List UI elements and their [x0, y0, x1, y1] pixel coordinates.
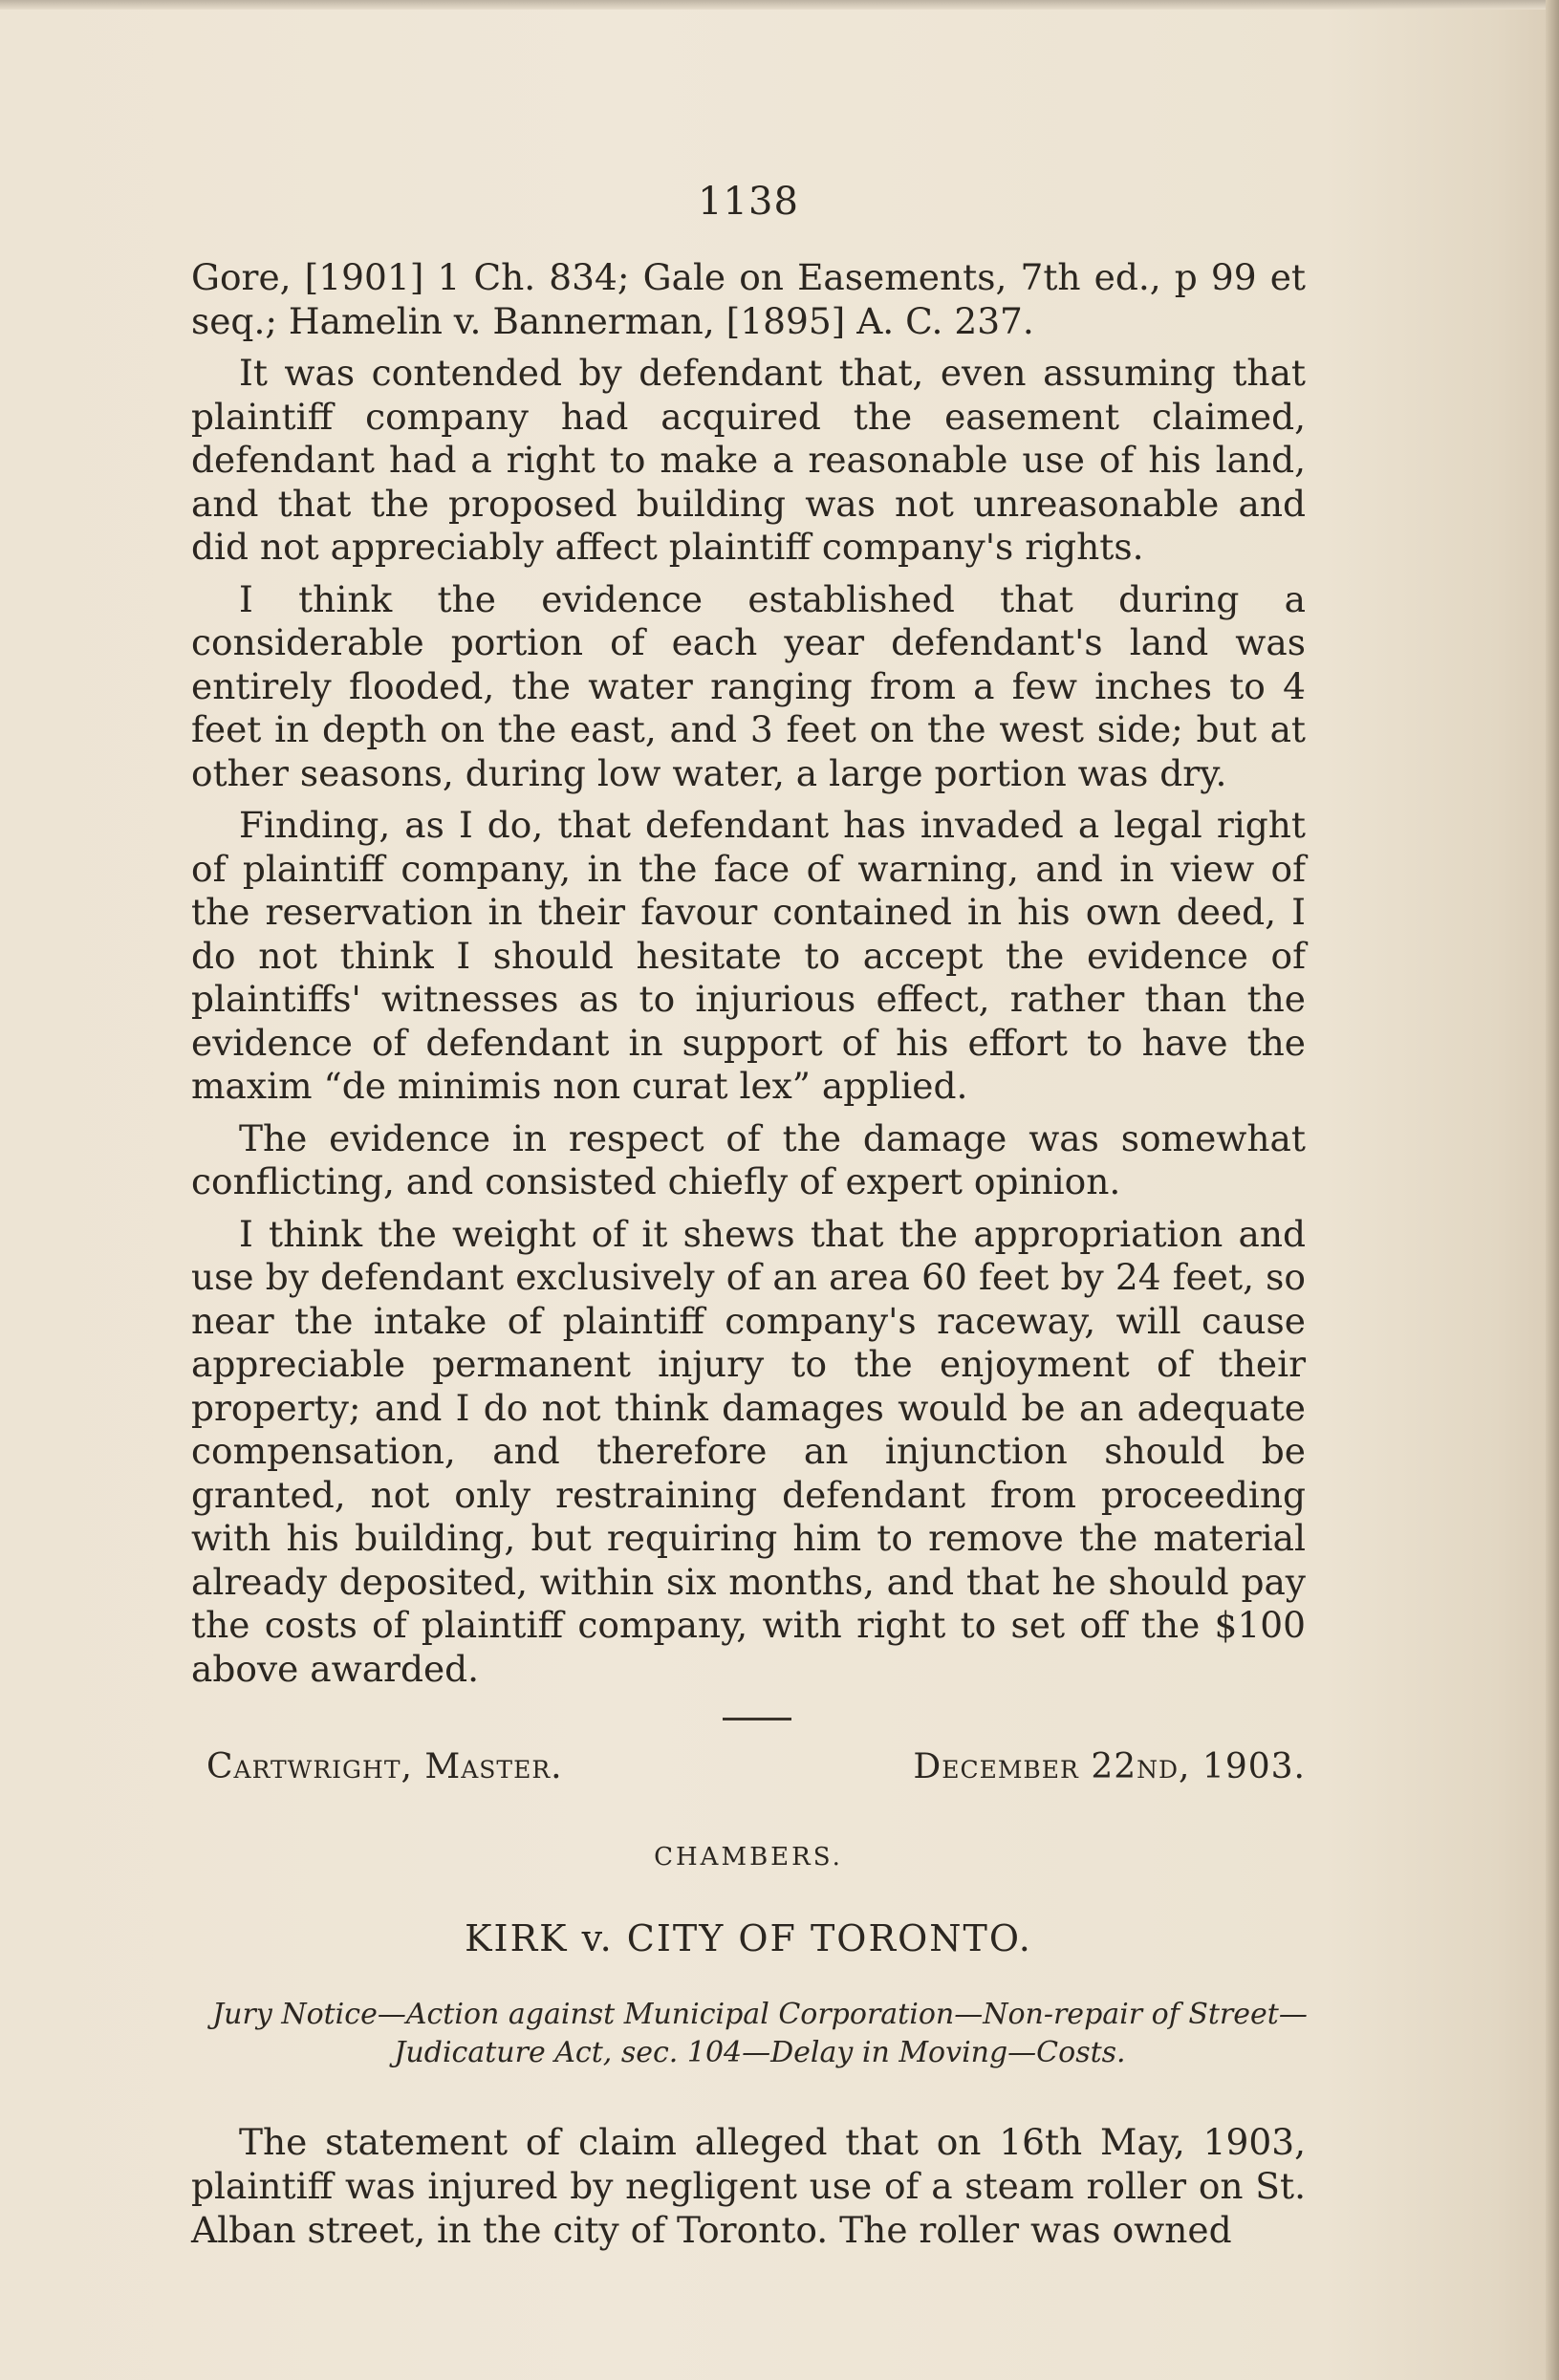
- page-number: 1138: [698, 180, 799, 224]
- paragraph-damage-evidence: The evidence in respect of the damage was somewhat conflicting, and consisted chiefly of expert opinion.: [191, 1116, 1306, 1202]
- paragraph-contention: It was contended by defendant that, even assuming that plaintiff company had acquired the easement claimed, defendant had a right to make a reasonable use of his land, and that the proposed building was not unreasonable and did not appreciably affect plaintiff company's rights.: [191, 352, 1306, 568]
- paragraph-evidence-flooding: I think the evidence established that during a considerable portion of each year defendant's land was entirely flooded, the water ranging from a few inches to 4 feet in depth on the east, and 3 feet on the west side; but at other seasons, during low water, a large portion was dry.: [191, 577, 1306, 794]
- signature-row: [191, 1747, 1306, 1795]
- page-binding-edge: [1546, 0, 1559, 2380]
- decision-date: December 22nd, 1903.: [913, 1747, 1306, 1786]
- page-top-shadow: [0, 0, 1559, 10]
- case-title: KIRK v. CITY OF TORONTO.: [465, 1917, 1032, 1959]
- section-divider: [723, 1718, 791, 1720]
- paragraph-judgment: I think the weight of it shews that the appropriation and use by defendant exclusively of an area 60 feet by 24 feet, so near the intake of plaintiff company's raceway, will cause appreciable permanent injury to the enjoyment of their property; and I do not think damages would be an adequate compensation, and therefore an injunction should be granted, not only restraining defendant from proceeding with his building, but requiring him to remove the material already deposited, within six months, and that he should pay the costs of plaintiff company, with right to set off the $100 above awarded.: [191, 1212, 1306, 1690]
- statement-of-claim: [191, 2120, 1306, 2252]
- judge-name: Cartwright, Master.: [206, 1747, 563, 1786]
- paragraph-citation: Gore, [1901] 1 Ch. 834; Gale on Easements, 7th ed., p 99 et seq.; Hamelin v. Bannerman, [1895] A. C. 237.: [191, 256, 1306, 342]
- court-division: CHAMBERS.: [654, 1843, 843, 1872]
- headnote: Jury Notice—Action against Municipal Corporation—Non-repair of Street—Judicature Act, sec. 104—Delay in Moving—Costs.: [212, 1998, 1308, 2069]
- paragraph-statement: The statement of claim alleged that on 16th May, 1903, plaintiff was injured by negligent use of a steam roller on St. Alban street, in the city of Toronto. The roller was owned: [191, 2121, 1306, 2251]
- body-text: [191, 256, 1306, 1699]
- paragraph-finding: Finding, as I do, that defendant has invaded a legal right of plaintiff company, in the face of warning, and in view of the reservation in their favour contained in his own deed, I do not think I should hesitate to accept the evidence of plaintiffs' witnesses as to injurious effect, rather than the evidence of defendant in support of his effort to have the maxim “de minimis non curat lex” applied.: [191, 804, 1306, 1107]
